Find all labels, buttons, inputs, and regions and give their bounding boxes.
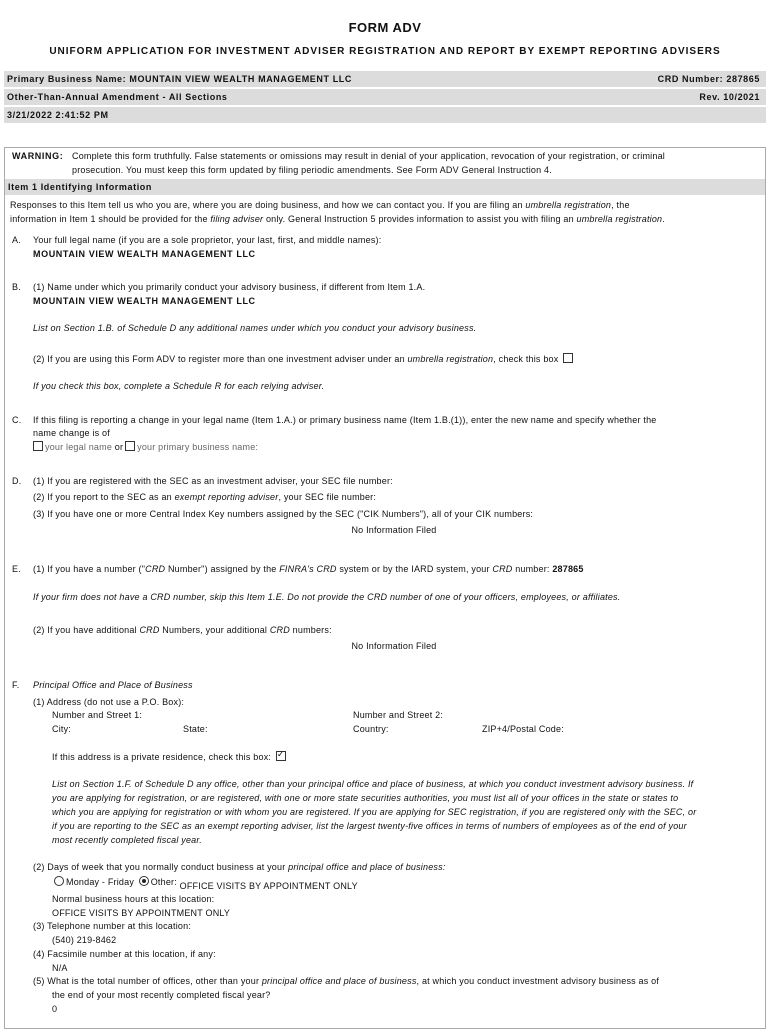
section-b-note2: If you check this box, complete a Schedule R for each relying adviser. <box>33 381 325 391</box>
section-f-q1: (1) Address (do not use a P.O. Box): <box>33 697 185 707</box>
section-a-letter: A. <box>12 235 21 245</box>
q1-term: CRD <box>492 564 513 574</box>
section-f-note-line4: if you are reporting to the SEC as an exempt reporting adviser, list the largest twenty-five offices in terms of numbers of employees as of the end of your <box>52 821 687 831</box>
section-f-q4: (4) Facsimile number at this location, if any: <box>33 949 216 959</box>
section-e-note: If your firm does not have a CRD number, skip this Item 1.E. Do not provide the CRD number of one of your officers, employees, or affiliates. <box>33 592 621 602</box>
q1-text: system or by the IARD system, your <box>336 564 493 574</box>
intro-text: , the <box>611 200 630 210</box>
section-c-line1: If this filing is reporting a change in your legal name (Item 1.A.) or primary business name (Item 1.B.(1)), enter the new name and specify whether the <box>33 415 657 425</box>
fax-value: N/A <box>52 963 68 973</box>
section-f-heading: Principal Office and Place of Business <box>33 680 193 690</box>
country-label: Country: <box>353 724 389 734</box>
monday-friday-radio[interactable] <box>54 876 64 886</box>
q2-text: (2) Days of week that you normally conduct business at your <box>33 862 289 872</box>
section-f-note-line3: which you are applying for registration or with whom you are registered. If you are applying for SEC registration, if you are registered only with the SEC, or <box>52 807 697 817</box>
q1-text: Number") assigned by the <box>165 564 280 574</box>
section-c-line2: name change is of <box>33 428 110 438</box>
private-residence-row <box>52 751 288 762</box>
section-e-q2 <box>33 625 332 635</box>
business-name-option-label: your primary business name: <box>137 442 259 452</box>
warning-text-line1: Complete this form truthfully. False statements or omissions may result in denial of your application, revocation of your registration, or criminal <box>72 151 665 161</box>
item1-intro-line2 <box>10 214 665 224</box>
revision: Rev. 10/2021 <box>699 92 760 102</box>
intro-term: filing adviser <box>210 214 264 224</box>
warning-label: WARNING: <box>12 151 64 161</box>
section-f-q3: (3) Telephone number at this location: <box>33 921 192 931</box>
zip-label: ZIP+4/Postal Code: <box>482 724 564 734</box>
other-days-radio[interactable] <box>139 876 149 886</box>
other-days-label: Other: <box>150 877 177 887</box>
hours-value: OFFICE VISITS BY APPOINTMENT ONLY <box>52 908 231 918</box>
other-days-value: OFFICE VISITS BY APPOINTMENT ONLY <box>179 881 358 891</box>
section-e-letter: E. <box>12 564 21 574</box>
q2-text: (2) If you report to the SEC as an <box>33 492 175 502</box>
section-f-letter: F. <box>12 680 20 690</box>
street1-label: Number and Street 1: <box>52 710 143 720</box>
additional-crd-no-info: No Information Filed <box>351 641 437 651</box>
legal-name-change-checkbox[interactable] <box>33 441 43 451</box>
q5-text: , at which you conduct investment advisory business as of <box>416 976 660 986</box>
section-b-letter: B. <box>12 282 21 292</box>
intro-term: umbrella registration <box>576 214 663 224</box>
q2-text: , check this box <box>493 354 559 364</box>
phone-value: (540) 219-8462 <box>52 935 117 945</box>
warning-text-line2: prosecution. You must keep this form updated by filing periodic amendments. See Form ADV General Instruction 4. <box>72 165 552 175</box>
section-f-q2 <box>33 862 446 872</box>
section-c-letter: C. <box>12 415 22 425</box>
q2-text: (2) If you are using this Form ADV to register more than one investment adviser under an <box>33 354 408 364</box>
q2-text: , your SEC file number: <box>278 492 377 502</box>
q5-text: (5) What is the total number of offices, other than your <box>33 976 262 986</box>
q2-term: umbrella registration <box>407 354 494 364</box>
q1-text: (1) If you have a number (" <box>33 564 146 574</box>
days-options <box>52 876 358 891</box>
section-f-note-line1: List on Section 1.F. of Schedule D any office, other than your principal office and place of business, at which you conduct investment advisory business. If <box>52 779 694 789</box>
q2-term: CRD <box>269 625 290 635</box>
offices-count-value: 0 <box>52 1004 58 1014</box>
header-band-business <box>4 71 766 87</box>
monday-friday-label: Monday - Friday <box>66 877 135 887</box>
item1-heading-band <box>5 179 765 195</box>
intro-text: Responses to this Item tell us who you are, where you are doing business, and how we can contact you. If you are filing an <box>10 200 526 210</box>
section-f-note-line5: most recently completed fiscal year. <box>52 835 202 845</box>
intro-text: . <box>662 214 665 224</box>
form-subtitle: UNIFORM APPLICATION FOR INVESTMENT ADVISER REGISTRATION AND REPORT BY EXEMPT REPORTING ADVISERS <box>49 46 721 57</box>
amendment-type: Other-Than-Annual Amendment - All Sections <box>7 92 228 102</box>
name-change-options <box>31 441 258 452</box>
q1-term: FINRA's CRD <box>279 564 337 574</box>
q1-term: CRD <box>145 564 166 574</box>
section-f-q5-line2: the end of your most recently completed fiscal year? <box>52 990 271 1000</box>
section-b-note1: List on Section 1.B. of Schedule D any additional names under which you conduct your advisory business. <box>33 323 477 333</box>
header-band-timestamp <box>4 107 766 123</box>
or-label: or <box>114 442 124 452</box>
section-d-q1: (1) If you are registered with the SEC as an investment adviser, your SEC file number: <box>33 476 393 486</box>
section-d-q2 <box>33 492 376 502</box>
street2-label: Number and Street 2: <box>353 710 444 720</box>
section-b-q2 <box>33 353 575 364</box>
q1-text: number: <box>512 564 553 574</box>
item1-intro-line1 <box>10 200 630 210</box>
legal-name-value: MOUNTAIN VIEW WEALTH MANAGEMENT LLC <box>33 249 256 259</box>
header-band-amendment <box>4 89 766 105</box>
q2-text: (2) If you have additional <box>33 625 140 635</box>
section-a-question: Your full legal name (if you are a sole proprietor, your last, first, and middle names): <box>33 235 382 245</box>
q2-term: exempt reporting adviser <box>174 492 279 502</box>
section-e-q1 <box>33 564 584 574</box>
legal-name-option-label: your legal name <box>45 442 113 452</box>
crd-number: CRD Number: 287865 <box>657 74 760 84</box>
private-residence-label: If this address is a private residence, check this box: <box>52 752 272 762</box>
form-title: FORM ADV <box>348 20 422 35</box>
cik-no-info: No Information Filed <box>351 525 437 535</box>
section-b-q1: (1) Name under which you primarily conduct your advisory business, if different from Item 1.A. <box>33 282 426 292</box>
section-f-note-line2: you are applying for registration, or are registered, with one or more state securities authorities, you must list all of your offices in the state or states to <box>52 793 679 803</box>
q2-text: Numbers, your additional <box>159 625 270 635</box>
q2-term: principal office and place of business: <box>288 862 446 872</box>
intro-text: information in Item 1 should be provided for the <box>10 214 211 224</box>
item1-heading: Item 1 Identifying Information <box>8 182 153 192</box>
section-d-letter: D. <box>12 476 22 486</box>
section-f-q5 <box>33 976 659 986</box>
business-name-change-checkbox[interactable] <box>125 441 135 451</box>
section-d-q3: (3) If you have one or more Central Index Key numbers assigned by the SEC ("CIK Numbers"), all of your CIK numbers: <box>33 509 534 519</box>
umbrella-registration-checkbox[interactable] <box>563 353 573 363</box>
city-label: City: <box>52 724 71 734</box>
q2-term: CRD <box>139 625 160 635</box>
intro-text: only. General Instruction 5 provides information to assist you with filing an <box>263 214 577 224</box>
hours-label: Normal business hours at this location: <box>52 894 215 904</box>
business-name-value: MOUNTAIN VIEW WEALTH MANAGEMENT LLC <box>33 296 256 306</box>
private-residence-checkbox[interactable] <box>276 751 286 761</box>
state-label: State: <box>183 724 208 734</box>
q2-text: numbers: <box>289 625 332 635</box>
crd-number-value: 287865 <box>552 564 584 574</box>
q5-term: principal office and place of business <box>261 976 417 986</box>
timestamp: 3/21/2022 2:41:52 PM <box>7 110 109 120</box>
primary-business-name: Primary Business Name: MOUNTAIN VIEW WEALTH MANAGEMENT LLC <box>7 74 352 84</box>
warning-block <box>12 151 63 161</box>
intro-term: umbrella registration <box>525 200 612 210</box>
